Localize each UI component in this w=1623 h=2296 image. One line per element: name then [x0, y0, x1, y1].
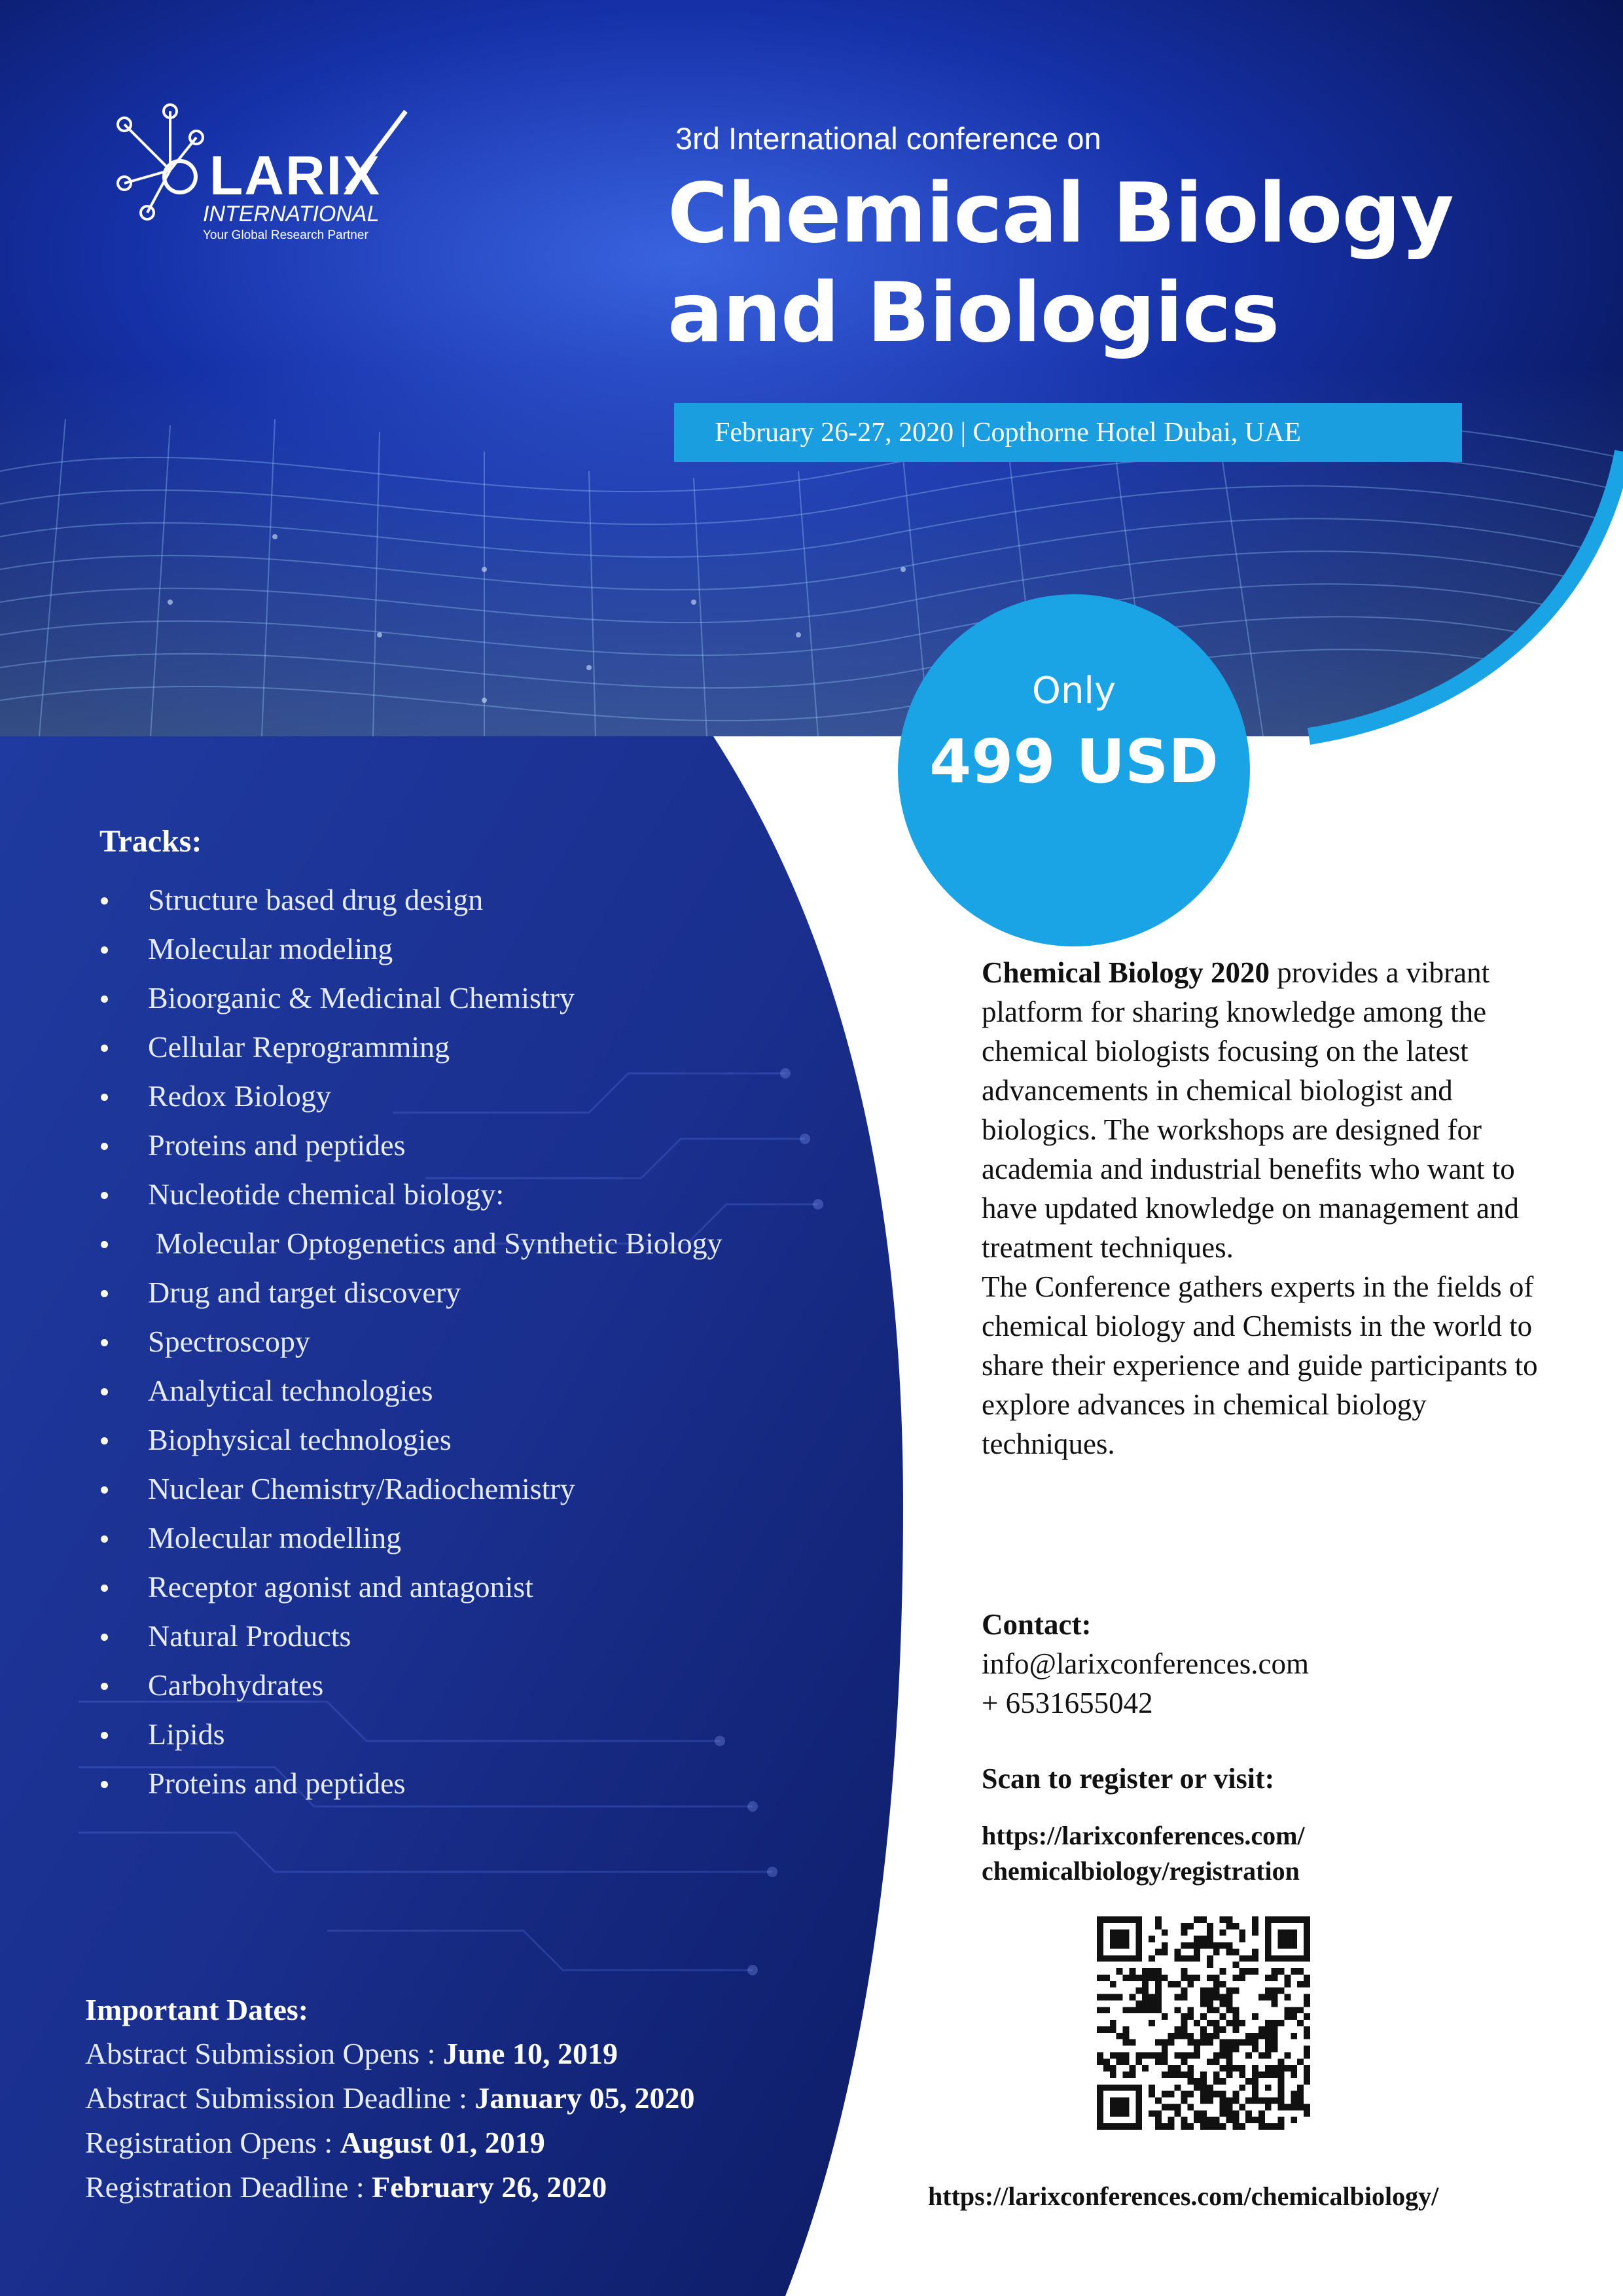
title-line-2: and Biologics	[668, 264, 1279, 361]
description-body-1: provides a vibrant platform for sharing knowledge among the chemical biologists focusing on the latest advancements in chemical biologist and biologics. The workshops are designed for academia and industrial benefits who want to have updated knowledge on management and treatment techniques.	[982, 956, 1519, 1264]
price-label: Only	[1031, 670, 1116, 712]
tracks-heading: Tracks:	[99, 824, 202, 859]
track-item	[99, 1071, 722, 1121]
track-label: Proteins and peptides	[148, 1128, 406, 1162]
track-label: Molecular Optogenetics and Synthetic Biology	[148, 1227, 722, 1260]
bullet-icon	[101, 897, 108, 905]
track-label: Molecular modelling	[148, 1521, 402, 1554]
qr-code-icon[interactable]	[1097, 1916, 1310, 2130]
track-item	[99, 1219, 722, 1268]
track-label: Bioorganic & Medicinal Chemistry	[148, 981, 575, 1014]
track-label: Analytical technologies	[148, 1374, 433, 1407]
logo-wordmark: LARIX	[209, 145, 381, 206]
track-item	[99, 1366, 722, 1415]
date-row	[85, 2165, 694, 2210]
track-label: Drug and target discovery	[148, 1276, 461, 1309]
registration-url[interactable]	[982, 1818, 1305, 1889]
track-item	[99, 1317, 722, 1366]
track-label: Spectroscopy	[148, 1325, 310, 1358]
track-label: Natural Products	[148, 1619, 351, 1653]
track-item	[99, 1022, 722, 1071]
date-value: January 05, 2020	[474, 2081, 695, 2115]
track-item	[99, 1268, 722, 1317]
track-label: Lipids	[148, 1717, 225, 1751]
track-label: Nuclear Chemistry/Radiochemistry	[148, 1472, 575, 1505]
registration-url-line-1: https://larixconferences.com/	[982, 1821, 1305, 1850]
track-label: Receptor agonist and antagonist	[148, 1570, 533, 1604]
track-label: Structure based drug design	[148, 883, 484, 916]
bullet-icon	[101, 1634, 108, 1641]
price-badge	[898, 594, 1250, 946]
bullet-icon	[101, 1045, 108, 1052]
conference-description	[982, 953, 1544, 1463]
track-label: Molecular modeling	[148, 932, 393, 965]
date-value: August 01, 2019	[340, 2126, 545, 2159]
description-lead: Chemical Biology 2020	[982, 956, 1270, 989]
track-label: Nucleotide chemical biology:	[148, 1177, 505, 1211]
track-item	[99, 1170, 722, 1219]
track-label: Cellular Reprogramming	[148, 1030, 450, 1064]
bullet-icon	[101, 996, 108, 1003]
price-amount: 499 USD	[929, 726, 1219, 797]
track-item	[99, 973, 722, 1022]
contact-phone[interactable]: + 6531655042	[982, 1687, 1153, 1719]
track-item	[99, 1611, 722, 1660]
contact-email[interactable]: info@larixconferences.com	[982, 1647, 1309, 1680]
bullet-icon	[101, 1241, 108, 1248]
track-label: Proteins and peptides	[148, 1767, 406, 1800]
track-item	[99, 1759, 722, 1808]
larix-logo	[98, 98, 438, 249]
important-dates	[85, 1988, 694, 2210]
bullet-icon	[101, 1781, 108, 1788]
date-location-band: February 26-27, 2020 | Copthorne Hotel Dubai, UAE	[674, 403, 1462, 462]
logo-name-line: INTERNATIONAL	[203, 202, 380, 226]
description-body-2: The Conference gathers experts in the fields of chemical biology and Chemists in the world to share their experience and guide participants to explore advances in chemical biology techniques.	[982, 1270, 1538, 1460]
bullet-icon	[101, 1290, 108, 1297]
date-label: Registration Opens :	[85, 2126, 340, 2159]
date-label: Abstract Submission Deadline :	[85, 2081, 475, 2115]
important-dates-heading: Important Dates:	[85, 1993, 309, 2026]
bullet-icon	[101, 1339, 108, 1346]
title-line-1: Chemical Biology	[668, 165, 1454, 261]
track-item	[99, 1562, 722, 1611]
scan-heading: Scan to register or visit:	[982, 1763, 1275, 1795]
website-url[interactable]: https://larixconferences.com/chemicalbiology/	[928, 2181, 1439, 2211]
track-item	[99, 1415, 722, 1464]
track-label: Biophysical technologies	[148, 1423, 452, 1456]
bullet-icon	[101, 1535, 108, 1543]
bullet-icon	[101, 1683, 108, 1690]
date-row	[85, 2076, 694, 2121]
track-item	[99, 1660, 722, 1710]
track-item	[99, 1513, 722, 1562]
track-item	[99, 875, 722, 924]
bullet-icon	[101, 1585, 108, 1592]
date-value: February 26, 2020	[372, 2170, 607, 2204]
registration-url-line-2: chemicalbiology/registration	[982, 1856, 1300, 1886]
conference-kicker: 3rd International conference on	[675, 121, 1101, 156]
date-value: June 10, 2019	[442, 2037, 618, 2070]
date-label: Abstract Submission Opens :	[85, 2037, 443, 2070]
bullet-icon	[101, 946, 108, 954]
track-label: Redox Biology	[148, 1079, 331, 1113]
track-item	[99, 924, 722, 973]
logo-tagline: Your Global Research Partner	[203, 228, 368, 242]
bullet-icon	[101, 1143, 108, 1150]
tracks-list	[99, 875, 722, 1808]
bullet-icon	[101, 1192, 108, 1199]
bullet-icon	[101, 1388, 108, 1395]
bullet-icon	[101, 1437, 108, 1444]
track-item	[99, 1121, 722, 1170]
bullet-icon	[101, 1486, 108, 1494]
track-item	[99, 1710, 722, 1759]
bullet-icon	[101, 1094, 108, 1101]
date-row	[85, 2121, 694, 2165]
date-label: Registration Deadline :	[85, 2170, 372, 2204]
contact-block	[982, 1605, 1309, 1723]
track-label: Carbohydrates	[148, 1668, 324, 1702]
date-row	[85, 2032, 694, 2076]
bullet-icon	[101, 1732, 108, 1739]
contact-heading: Contact:	[982, 1608, 1092, 1641]
track-item	[99, 1464, 722, 1513]
conference-title	[668, 164, 1558, 363]
